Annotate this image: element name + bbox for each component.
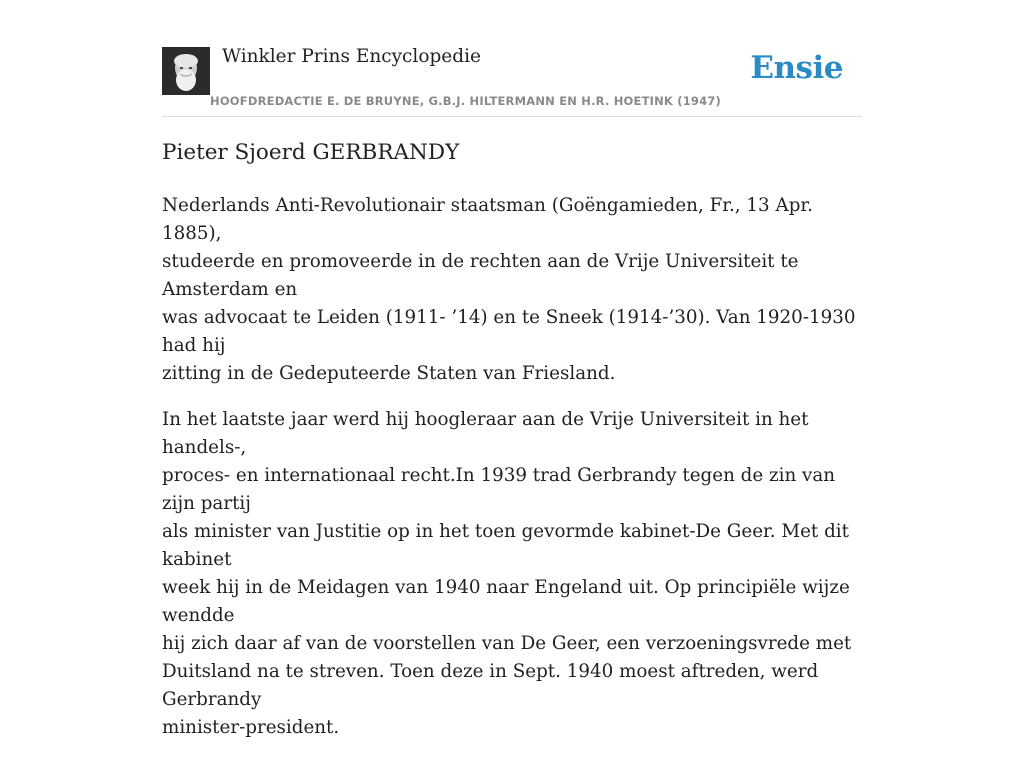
article-paragraph: Nederlands Anti-Revolutionair staatsman (Goëngamieden, Fr., 13 Apr. 1885), studeerde en promoveerde in de rechten aan de Vrije Universiteit te Amsterdam en was advocaat te Leiden (1911- ’14) en te Sneek (1914-’30). Van 1920-1930 had hij zitting in de Gedeputeerde Staten van Friesland.: [162, 195, 856, 384]
editors-line: HOOFDREDACTIE E. DE BRUYNE, G.B.J. HILTERMANN EN H.R. HOETINK (1947): [210, 94, 721, 108]
article-body: [162, 192, 872, 760]
article-title: Pieter Sjoerd GERBRANDY: [162, 140, 460, 165]
source-title[interactable]: Winkler Prins Encyclopedie: [222, 46, 481, 67]
ensie-logo[interactable]: Ensie: [750, 50, 843, 86]
encyclopedia-header: [162, 40, 862, 117]
author-avatar: [162, 47, 210, 95]
portrait-icon: [162, 47, 210, 95]
article-paragraph: In het laatste jaar werd hij hoogleraar aan de Vrije Universiteit in het handels-, proces- en internationaal recht.In 1939 trad Gerbrandy tegen de zin van zijn partij als minister van Justitie op in het toen gevormde kabinet-De Geer. Met dit kabinet week hij in de Meidagen van 1940 naar Engeland uit. Op principiële wijze wendde hij zich daar af van de voorstellen van De Geer, een verzoeningsvrede met Duitsland na te streven. Toen deze in Sept. 1940 moest aftreden, werd Gerbrandy minister-president.: [162, 409, 852, 738]
